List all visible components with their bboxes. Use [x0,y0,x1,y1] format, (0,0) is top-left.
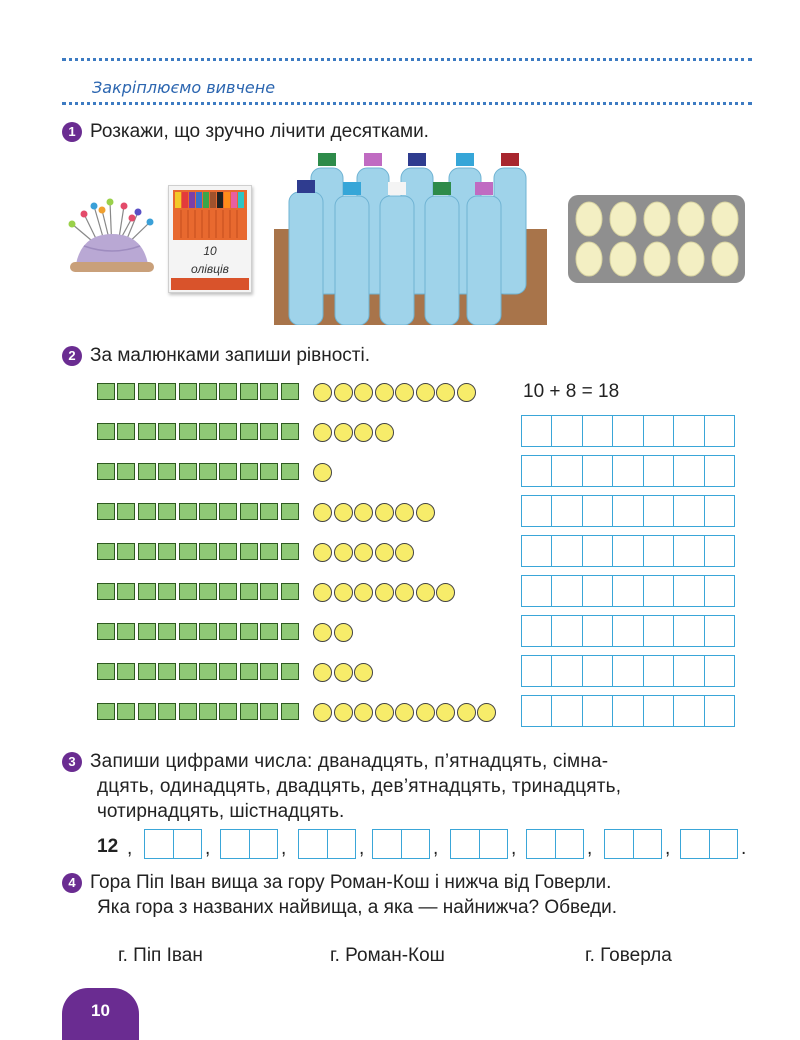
ten-square [97,503,115,520]
ten-square [97,423,115,440]
digit-cell[interactable] [145,830,174,858]
box-stripe [171,278,249,290]
unit-circle [334,583,353,602]
answer-cell[interactable] [552,416,582,446]
task-4-number: 4 [62,873,82,893]
page-number-tab [62,988,139,1040]
answer-cell[interactable] [644,536,674,566]
top-dotted-rule [62,58,752,61]
answer-cell[interactable] [705,456,734,486]
ten-square [179,663,197,680]
ten-square [260,463,278,480]
answer-cell[interactable] [613,416,643,446]
answer-cell[interactable] [583,496,613,526]
ten-square [138,543,156,560]
unit-circle [313,503,332,522]
answer-cell[interactable] [583,696,613,726]
answer-box-pair[interactable] [220,829,278,859]
digit-cell[interactable] [250,830,278,858]
digit-cell[interactable] [373,830,402,858]
ten-square [158,503,176,520]
ten-square [281,463,299,480]
ten-square [158,583,176,600]
unit-circle [457,703,476,722]
answer-cell[interactable] [552,576,582,606]
ten-square [281,623,299,640]
ten-square [138,623,156,640]
answer-cell[interactable] [583,416,613,446]
ten-square [97,703,115,720]
ten-square [240,623,258,640]
unit-circle [354,503,373,522]
answer-box-pair[interactable] [372,829,430,859]
ten-square [179,543,197,560]
answer-cell[interactable] [705,416,734,446]
comma-separator: , [281,838,287,859]
ten-square [199,623,217,640]
answer-cell[interactable] [644,496,674,526]
unit-circle [416,503,435,522]
crayon-box-image [168,185,252,293]
ten-square [138,463,156,480]
ten-square [117,503,135,520]
answer-cell[interactable] [552,456,582,486]
unit-circle [354,583,373,602]
unit-circle [436,583,455,602]
ten-square [219,663,237,680]
unit-circle [457,383,476,402]
ten-square [219,703,237,720]
ten-square [158,543,176,560]
comma-separator: , [587,838,593,859]
answer-cell[interactable] [583,616,613,646]
ten-square [97,583,115,600]
unit-circle [313,383,332,402]
unit-circle [416,583,435,602]
ten-square [138,423,156,440]
task-3-line-3: чотирнадцять, шістнадцять. [97,801,345,822]
ten-square [219,583,237,600]
page-number: 10 [91,1001,110,1020]
answer-cell[interactable] [522,416,552,446]
comma-separator: , [665,838,671,859]
ten-square [219,463,237,480]
digit-cell[interactable] [451,830,480,858]
answer-cell[interactable] [705,496,734,526]
ten-square [117,383,135,400]
unit-circle [334,543,353,562]
unit-circle [436,703,455,722]
task-4-line-1: Гора Піп Іван вища за гору Роман-Кош і нижча від Говерли. [90,872,612,893]
answer-cell[interactable] [613,536,643,566]
digit-cell[interactable] [527,830,556,858]
answer-cell[interactable] [705,616,734,646]
digit-cell[interactable] [480,830,508,858]
mountain-option-hoverla[interactable]: г. Говерла [585,945,672,966]
comma-separator: , [433,838,439,859]
answer-cell[interactable] [522,696,552,726]
ten-square [97,663,115,680]
answer-box-pair[interactable] [680,829,738,859]
answer-cell[interactable] [613,616,643,646]
unit-circle [313,543,332,562]
answer-cell[interactable] [644,416,674,446]
digit-cell[interactable] [221,830,250,858]
unit-circle [354,383,373,402]
unit-circle [354,423,373,442]
answer-grid[interactable] [521,495,735,527]
answer-cell[interactable] [552,696,582,726]
period: . [741,838,747,859]
answer-grid[interactable] [521,535,735,567]
ten-square [199,543,217,560]
task-1-number: 1 [62,122,82,142]
answer-cell[interactable] [674,456,704,486]
answer-cell[interactable] [644,576,674,606]
answer-cell[interactable] [552,536,582,566]
ten-square [158,423,176,440]
ten-square [179,623,197,640]
unit-circle [375,423,394,442]
first-number: 12 [97,836,119,857]
ten-square [199,503,217,520]
answer-box-pair[interactable] [144,829,202,859]
ten-square [240,383,258,400]
answer-cell[interactable] [552,656,582,686]
ten-square [117,703,135,720]
ten-square [179,383,197,400]
answer-cell[interactable] [522,616,552,646]
digit-cell[interactable] [328,830,356,858]
answer-cell[interactable] [522,456,552,486]
ten-square [199,583,217,600]
ten-square [179,503,197,520]
task-3-number: 3 [62,752,82,772]
ten-square [117,663,135,680]
unit-circle [334,703,353,722]
answer-box-pair[interactable] [450,829,508,859]
ten-square [199,663,217,680]
answer-cell[interactable] [613,576,643,606]
ten-square [138,383,156,400]
unit-circle [395,543,414,562]
answer-cell[interactable] [644,456,674,486]
ten-square [240,503,258,520]
unit-circle [354,703,373,722]
comma-separator: , [127,838,133,859]
ten-square [260,543,278,560]
unit-circle [395,703,414,722]
ten-square [219,383,237,400]
ten-square [260,703,278,720]
ten-square [199,423,217,440]
unit-circle [375,543,394,562]
unit-circle [416,383,435,402]
answer-cell[interactable] [705,696,734,726]
answer-cell[interactable] [613,456,643,486]
ten-square [179,703,197,720]
ten-square [138,583,156,600]
ten-square [260,503,278,520]
ten-square [199,463,217,480]
answer-cell[interactable] [552,496,582,526]
answer-cell[interactable] [705,656,734,686]
answer-grid[interactable] [521,575,735,607]
ten-square [281,663,299,680]
unit-circle [313,423,332,442]
answer-cell[interactable] [674,616,704,646]
unit-circle [334,423,353,442]
answer-cell[interactable] [522,656,552,686]
answer-box-pair[interactable] [298,829,356,859]
ten-square [260,663,278,680]
ten-square [219,503,237,520]
example-equation: 10 + 8 = 18 [523,381,620,402]
answer-cell[interactable] [644,616,674,646]
digit-cell[interactable] [634,830,662,858]
ten-square [281,543,299,560]
ten-square [260,383,278,400]
digit-cell[interactable] [299,830,328,858]
task-4-line-2: Яка гора з названих найвища, а яка — найнижча? Обведи. [97,897,618,918]
answer-cell[interactable] [583,576,613,606]
answer-grid[interactable] [521,455,735,487]
digit-cell[interactable] [402,830,430,858]
ten-square [199,703,217,720]
answer-cell[interactable] [674,656,704,686]
ten-square [260,623,278,640]
box-label-word: олівців [191,262,229,276]
ten-square [219,423,237,440]
ten-square [97,463,115,480]
answer-cell[interactable] [583,456,613,486]
ten-square [97,383,115,400]
answer-cell[interactable] [613,496,643,526]
ten-square [158,623,176,640]
ten-square [219,623,237,640]
unit-circle [334,663,353,682]
ten-square [281,583,299,600]
answer-cell[interactable] [522,576,552,606]
unit-circle [375,583,394,602]
pincushion-image [62,196,162,278]
ten-square [240,583,258,600]
bottles-image [274,150,547,325]
ten-square [281,383,299,400]
task-3-line-2: дцять, одинадцять, двадцять, дев’ятнадцять, тринадцять, [97,776,622,797]
task-1-text: Розкажи, що зручно лічити десятками. [90,121,429,142]
ten-square [179,583,197,600]
unit-circle [395,503,414,522]
ten-square [281,703,299,720]
ten-square [240,423,258,440]
unit-circle [313,623,332,642]
crayons [173,190,247,240]
ten-square [281,503,299,520]
answer-cell[interactable] [674,696,704,726]
ten-square [117,423,135,440]
answer-cell[interactable] [552,616,582,646]
digit-cell[interactable] [556,830,584,858]
ten-square [117,543,135,560]
ten-square [97,543,115,560]
comma-separator: , [511,838,517,859]
answer-cell[interactable] [644,696,674,726]
answer-cell[interactable] [613,656,643,686]
unit-circle [334,503,353,522]
ten-square [240,463,258,480]
unit-circle [334,383,353,402]
unit-circle [313,583,332,602]
answer-cell[interactable] [705,536,734,566]
ten-square [158,703,176,720]
digit-cell[interactable] [681,830,710,858]
unit-circle [375,383,394,402]
answer-cell[interactable] [613,696,643,726]
ten-square [281,423,299,440]
ten-square [158,463,176,480]
answer-cell[interactable] [522,536,552,566]
unit-circle [313,703,332,722]
answer-cell[interactable] [674,416,704,446]
section-title: Закріплюємо вивчене [92,78,276,97]
egg-tray-image [568,195,745,283]
unit-circle [313,463,332,482]
digit-cell[interactable] [605,830,634,858]
unit-circle [375,703,394,722]
unit-circle [395,583,414,602]
ten-square [117,583,135,600]
ten-square [138,703,156,720]
answer-cell[interactable] [674,496,704,526]
ten-square [138,503,156,520]
ten-square [260,583,278,600]
mountain-option-pip-ivan[interactable]: г. Піп Іван [118,945,203,966]
answer-grid[interactable] [521,655,735,687]
unit-circle [416,703,435,722]
box-label-number: 10 [203,244,217,258]
unit-circle [313,663,332,682]
answer-cell[interactable] [674,576,704,606]
answer-cell[interactable] [522,496,552,526]
unit-circle [477,703,496,722]
mountain-option-roman-kosh[interactable]: г. Роман-Кош [330,945,445,966]
task-2-text: За малюнками запиши рівності. [90,345,370,366]
comma-separator: , [205,838,211,859]
ten-square [199,383,217,400]
task-3-line-1: Запиши цифрами числа: дванадцять, п’ятнадцять, сімна- [90,751,609,772]
answer-box-pair[interactable] [604,829,662,859]
task-2-number: 2 [62,346,82,366]
unit-circle [436,383,455,402]
unit-circle [395,383,414,402]
ten-square [240,663,258,680]
ten-square [158,383,176,400]
unit-circle [354,663,373,682]
ten-square [179,463,197,480]
ten-square [240,703,258,720]
ten-square [219,543,237,560]
answer-grid[interactable] [521,615,735,647]
ten-square [260,423,278,440]
answer-cell[interactable] [583,536,613,566]
answer-box-pair[interactable] [526,829,584,859]
answer-cell[interactable] [644,656,674,686]
ten-square [117,463,135,480]
unit-circle [354,543,373,562]
answer-cell[interactable] [705,576,734,606]
comma-separator: , [359,838,365,859]
ten-square [158,663,176,680]
ten-square [97,623,115,640]
digit-cell[interactable] [174,830,202,858]
unit-circle [375,503,394,522]
answer-cell[interactable] [583,656,613,686]
answer-cell[interactable] [674,536,704,566]
ten-square [240,543,258,560]
ten-square [179,423,197,440]
ten-square [117,623,135,640]
digit-cell[interactable] [710,830,738,858]
bottom-dotted-rule [62,102,752,105]
unit-circle [334,623,353,642]
ten-square [138,663,156,680]
answer-grid[interactable] [521,695,735,727]
answer-grid[interactable] [521,415,735,447]
